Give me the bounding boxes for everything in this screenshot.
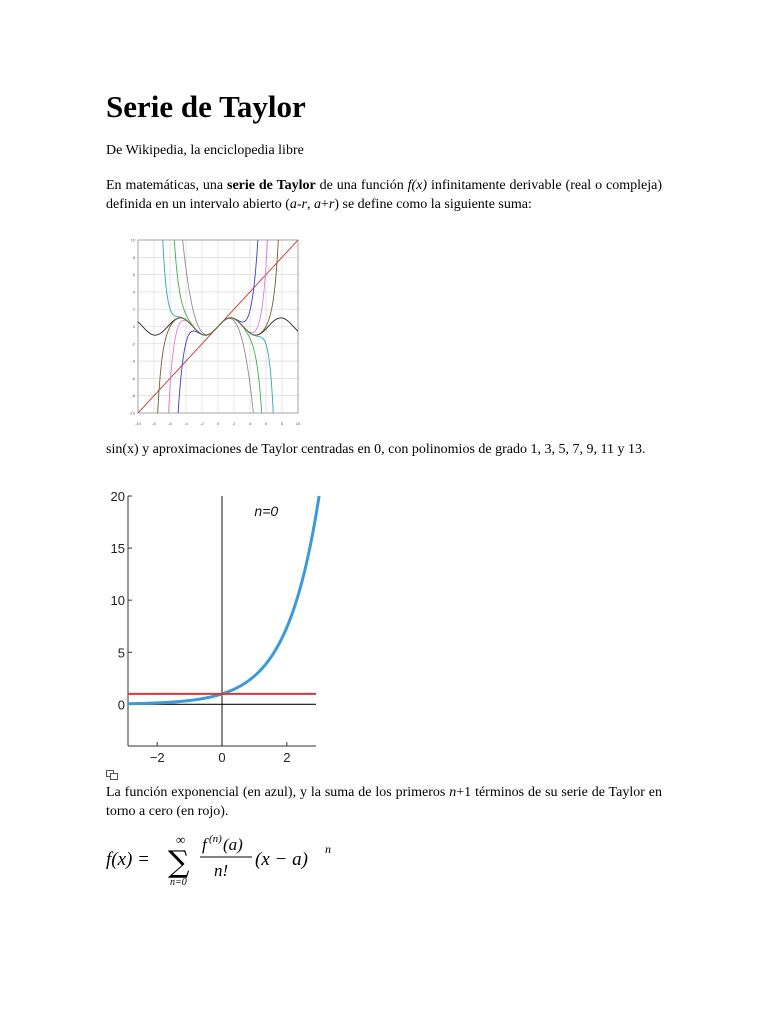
y-tick-label: 10 — [130, 237, 135, 243]
y-tick-label: 0 — [117, 697, 125, 713]
comma: , — [307, 197, 314, 212]
y-tick-label: -4 — [131, 358, 135, 364]
numerator-arg: (a) — [223, 835, 243, 854]
minus: - — [296, 197, 302, 212]
intro-text: de una función — [315, 178, 408, 193]
sum-upper-limit: ∞ — [176, 832, 186, 847]
exponential-chart — [106, 486, 326, 771]
enlarge-icon[interactable] — [106, 770, 118, 780]
y-tick-label: 5 — [117, 645, 125, 661]
caption-text: +1 términos de su serie de Taylor en torno a cero (en rojo). — [106, 785, 662, 819]
caption-text: La función exponencial (en azul), y la suma de los primeros — [106, 785, 450, 800]
numerator-f: f — [202, 835, 207, 854]
numerator-superscript: (n) — [209, 833, 222, 845]
var-a: a — [314, 197, 321, 212]
y-tick-label: -6 — [131, 375, 135, 381]
sum-lower-limit: n=0 — [170, 877, 187, 888]
chart-annotation: n=0 — [254, 502, 279, 519]
y-tick-label: 6 — [132, 272, 135, 278]
page-title: Serie de Taylor — [106, 89, 306, 124]
x-tick-label: -6 — [168, 421, 172, 426]
exponential-chart-caption — [106, 783, 662, 821]
x-tick-label: 0 — [218, 750, 226, 765]
intro-paragraph — [106, 176, 662, 214]
x-tick-label: −2 — [149, 750, 165, 765]
y-tick-label: 15 — [110, 541, 125, 557]
formula-lhs: f(x) = — [106, 849, 150, 870]
y-tick-label: -10 — [129, 410, 135, 416]
x-tick-label: 8 — [280, 421, 284, 426]
x-tick-label: -8 — [152, 421, 156, 426]
sine-chart-caption: sin(x) y aproximaciones de Taylor centradas en 0, con polinomios de grado 1, 3, 5, 7, 9, 11 y 13. — [106, 442, 646, 457]
function-symbol: f(x) — [407, 178, 428, 193]
rhs-superscript: n — [325, 842, 331, 856]
var-r: r — [301, 197, 307, 212]
taylor-formula — [106, 832, 366, 892]
var-r: r — [328, 197, 335, 212]
y-tick-label: 20 — [110, 489, 125, 504]
series-exponential — [128, 496, 319, 704]
plus: + — [321, 197, 329, 212]
y-tick-label: 4 — [132, 289, 135, 295]
var-n: n — [449, 785, 457, 800]
intro-text: infinitamente derivable (real o compleja) definida en un intervalo abierto ( — [106, 178, 663, 212]
sine-taylor-chart — [128, 230, 308, 430]
x-tick-label: 10 — [295, 421, 301, 426]
sigma-symbol: ∑ — [168, 845, 190, 880]
x-tick-label: 6 — [264, 421, 268, 426]
taylor-series-term: serie de Taylor — [227, 178, 316, 193]
formula-rhs: (x − a) — [255, 849, 308, 870]
var-a: a — [289, 197, 297, 212]
x-tick-label: 2 — [232, 421, 236, 426]
article-subtitle: De Wikipedia, la enciclopedia libre — [106, 143, 304, 158]
x-tick-label: -2 — [200, 421, 204, 426]
x-tick-label: 2 — [283, 750, 291, 765]
x-tick-label: 0 — [216, 421, 220, 426]
denominator: n! — [214, 861, 229, 880]
y-tick-label: 10 — [110, 593, 125, 609]
intro-text: En matemáticas, una — [106, 178, 227, 193]
y-tick-label: -8 — [131, 393, 135, 399]
intro-text: ) se define como la siguiente suma: — [334, 197, 532, 212]
y-tick-label: 0 — [132, 324, 135, 329]
y-tick-label: 2 — [132, 306, 135, 312]
y-tick-label: 8 — [132, 254, 135, 260]
x-tick-label: -4 — [184, 421, 188, 426]
x-tick-label: -10 — [135, 421, 141, 426]
x-tick-label: 4 — [248, 421, 252, 426]
y-tick-label: -2 — [131, 341, 135, 347]
